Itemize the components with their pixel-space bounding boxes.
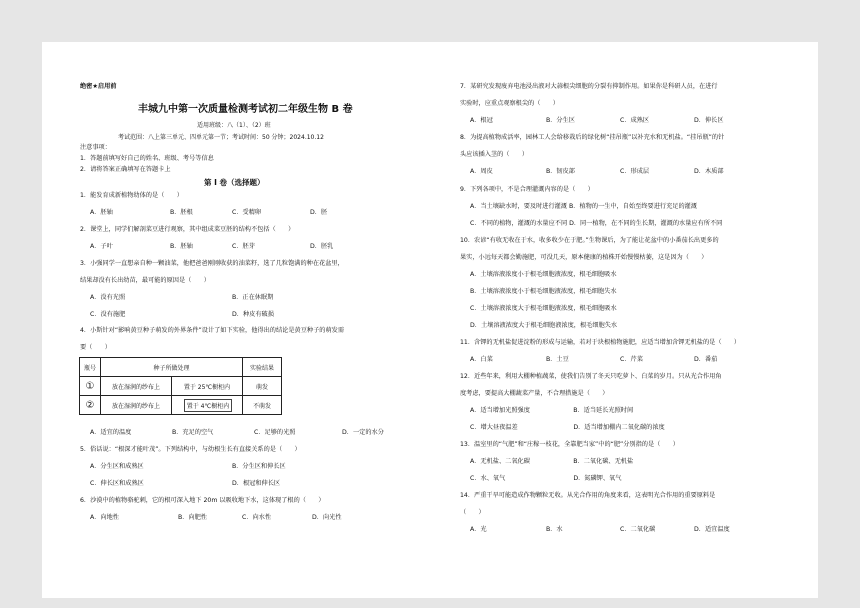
table-cell: 放在湿润的纱布上 — [101, 396, 172, 415]
q6-option-b: B．向肥性 — [178, 514, 207, 521]
q12-option-ab: A．适当增加光照强度 B．适当延长光照时间 — [470, 407, 634, 414]
q14-stem-cont: （ ） — [460, 509, 485, 516]
q14-stem: 14．严重干旱可能造成作物颗粒无收。从光合作用的角度来看，这表明光合作用的重要原料是 — [460, 492, 716, 499]
q1-option-c: C．受精卵 — [232, 209, 262, 216]
q2-option-d: D．胚乳 — [310, 243, 334, 250]
table-cell: ① — [80, 377, 101, 396]
q8-option-c: C．形成层 — [620, 168, 650, 175]
exam-scope: 考试范围：八上第三单元、四单元第一节；考试时间：50 分钟；2024.10.12 — [118, 134, 324, 141]
table-cell: 置于 4℃橱柜内 — [172, 396, 243, 415]
table-cell: 置于 25℃橱柜内 — [172, 377, 243, 396]
q10-option-a: A．土壤溶液浓度小于根毛细胞液浓度，根毛细胞吸水 — [470, 271, 617, 278]
table-cell: ② — [80, 396, 101, 415]
q14-option-c: C．二氧化碳 — [620, 526, 656, 533]
q3-option-b: B．正在休眠期 — [232, 294, 274, 301]
q5-option-c: C．伸长区和成熟区 — [90, 480, 144, 487]
q7-option-d: D．伸长区 — [694, 117, 724, 124]
q11-option-c: C．芹菜 — [620, 356, 643, 363]
q5-option-a: A．分生区和成熟区 — [90, 463, 144, 470]
applicable-classes: 适用班级：八（1）、（2）班 — [197, 122, 271, 129]
q8-option-d: D．木质部 — [694, 168, 724, 175]
q4-stem-cont: 要（ ） — [80, 344, 111, 351]
table-cell: 萌发 — [243, 377, 282, 396]
q3-stem: 3．小强同学一直想亲自种一颗油菜，他把爸爸刚刚收获的油菜籽，选了几粒饱满的种在花盆里， — [80, 260, 344, 267]
q11-option-d: D．番茄 — [694, 356, 718, 363]
q4-option-c: C．足够的光照 — [254, 429, 296, 436]
q6-option-d: D．向光性 — [312, 514, 342, 521]
q14-option-b: B．水 — [546, 526, 563, 533]
table-row — [80, 396, 282, 415]
q6-option-a: A．向地性 — [90, 514, 119, 521]
exam-title: 丰城九中第一次质量检测考试初二年级生物 B 卷 — [138, 104, 353, 115]
q4-stem: 4．小斯针对“影响黄豆种子萌发的外界条件”设计了如下实验，他得出的结论是黄豆种子的萌发需 — [80, 327, 345, 334]
q1-option-b: B．胚根 — [170, 209, 193, 216]
q10-option-b: B．土壤溶液浓度小于根毛细胞液浓度，根毛细胞失水 — [470, 288, 617, 295]
table-header: 种子所做处理 — [101, 358, 243, 377]
q10-stem-cont: 果实，小远每天都会勤施肥，可没几天，原本健康的植株开始慢慢枯萎，这是因为（ ） — [460, 254, 708, 261]
q5-option-d: D．根冠和伸长区 — [232, 480, 281, 487]
notes-label: 注意事项： — [80, 144, 111, 151]
q2-stem: 2．课堂上，同学们解剖菜豆进行观察，其中组成菜豆胚的结构不包括（ ） — [80, 226, 295, 233]
q8-stem: 8．为提高植物成活率，园林工人会给移栽后的绿化树“挂吊瓶”以补充水和无机盐。“挂吊瓶”的针 — [460, 134, 725, 141]
q2-option-a: A．子叶 — [90, 243, 113, 250]
q14-option-a: A．光 — [470, 526, 487, 533]
table-cell: 不萌发 — [243, 396, 282, 415]
q4-option-a: A．适宜的温度 — [90, 429, 132, 436]
table-header: 实验结果 — [243, 358, 282, 377]
table-header-row — [80, 358, 282, 377]
q4-option-b: B．充足的空气 — [172, 429, 214, 436]
q5-option-b: B．分生区和伸长区 — [232, 463, 286, 470]
q8-stem-cont: 头应该插入茎的（ ） — [460, 151, 529, 158]
q13-stem: 13．温室里的“气肥”和“庄稼一枝花，全靠肥当家”中的“肥”分别指的是（ ） — [460, 441, 679, 448]
q3-stem-cont: 结果却没有长出幼苗，最可能的原因是（ ） — [80, 277, 210, 284]
q7-option-b: B．分生区 — [546, 117, 575, 124]
q7-option-a: A．根冠 — [470, 117, 493, 124]
q1-stem: 1．能发育成新植物幼体的是（ ） — [80, 192, 183, 199]
q10-option-c: C．土壤溶液浓度大于根毛细胞液浓度，根毛细胞吸水 — [470, 305, 617, 312]
q11-option-b: B．土豆 — [546, 356, 569, 363]
q13-option-cd: C．水、氧气 D．氮磷钾、氧气 — [470, 475, 622, 482]
note-1: 1．答题前填写好自己的姓名、班级、考号等信息 — [80, 155, 214, 162]
q9-option-ab: A．当土壤缺水时，要及时进行灌溉 B．植物的一生中，自始至终要进行充足的灌溉 — [470, 203, 698, 210]
q12-option-cd: C．增大昼夜温差 D．适当增加棚内二氧化碳的浓度 — [470, 424, 665, 431]
q4-option-d: D．一定的水分 — [342, 429, 384, 436]
note-2: 2．请将答案正确填写在答题卡上 — [80, 166, 171, 173]
q6-stem: 6．沙漠中的植物骆驼刺，它的根可深入地下 20m 以吸收地下水，这体现了根的（ ） — [80, 497, 325, 504]
q10-option-d: D．土壤溶液浓度大于根毛细胞液浓度，根毛细胞失水 — [470, 322, 618, 329]
q2-option-b: B．胚轴 — [170, 243, 193, 250]
q3-option-c: C．没有施肥 — [90, 311, 126, 318]
q7-option-c: C．成熟区 — [620, 117, 650, 124]
section-title: 第 I 卷（选择题） — [204, 178, 265, 187]
q12-stem-cont: 度考虑，要提高大棚蔬菜产量，不合理措施是（ ） — [460, 390, 609, 397]
q11-stem: 11．含钾的无机盐促进淀粉的形成与运输，若对于块根植物施肥，应适当增加含钾无机盐的是（ ） — [460, 339, 741, 346]
secret-label: 绝密★启用前 — [80, 83, 117, 90]
q2-option-c: C．胚芽 — [232, 243, 255, 250]
q8-option-b: B．韧皮部 — [546, 168, 575, 175]
q9-option-cd: C．不同的植物，灌溉的水量应不同 D．同一植物，在不同的生长期，灌溉的水量应有所不同 — [470, 220, 723, 227]
q11-option-a: A．白菜 — [470, 356, 493, 363]
table-header: 瓶号 — [80, 358, 101, 377]
table-cell: 放在湿润的纱布上 — [101, 377, 172, 396]
table-row — [80, 377, 282, 396]
q1-option-d: D．胚 — [310, 209, 328, 216]
q8-option-a: A．周皮 — [470, 168, 493, 175]
q10-stem: 10．农谚“有收无收在于水，收多收少在于肥。”生物课后，为了能让花盆中的小番茄长出更多的 — [460, 237, 719, 244]
q1-option-a: A．胚轴 — [90, 209, 113, 216]
q9-stem: 9．下列各项中，不是合理灌溉内容的是（ ） — [460, 186, 594, 193]
q7-stem-cont: 实验时，应重点观察根尖的（ ） — [460, 100, 559, 107]
exam-sheet — [42, 42, 818, 598]
q3-option-a: A．没有光照 — [90, 294, 126, 301]
q6-option-c: C．向水性 — [242, 514, 272, 521]
experiment-table — [79, 357, 282, 415]
q3-option-d: D．种皮有破损 — [232, 311, 274, 318]
q13-option-ab: A．无机盐、二氧化碳 B．二氧化碳、无机盐 — [470, 458, 634, 465]
q7-stem: 7．某研究发现废弃电池浸出液对大蒜根尖细胞的分裂有抑制作用。如果你是科研人员，在进行 — [460, 83, 718, 90]
q12-stem: 12．近些年来，利用大棚种植蔬菜，使我们告别了冬天只吃萝卜、白菜的岁月。只从光合作用角 — [460, 373, 722, 380]
q5-stem: 5．俗话说：“根深才能叶茂”。下列结构中，与幼根生长有直接关系的是（ ） — [80, 446, 301, 453]
q14-option-d: D．适宜温度 — [694, 526, 730, 533]
